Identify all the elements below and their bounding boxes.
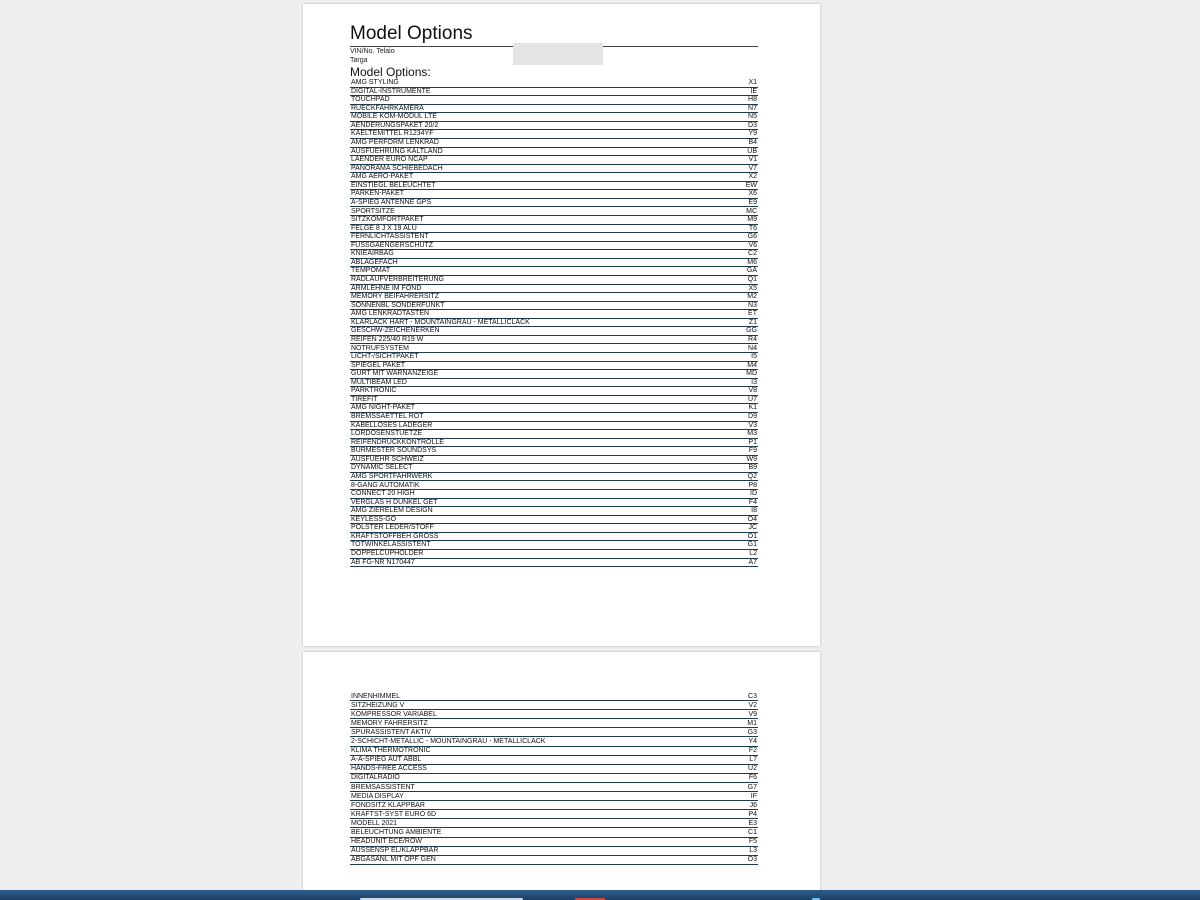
option-code: ET: [748, 310, 757, 318]
option-name: AENDERUNGSPAKET 20/2: [351, 121, 439, 129]
option-name: DOPPELCUPHOLDER: [351, 550, 424, 557]
option-row: [350, 344, 758, 353]
option-code: M4: [747, 361, 757, 369]
option-code: M1: [747, 719, 757, 727]
option-row: [350, 847, 758, 856]
option-row: [350, 404, 758, 413]
option-row: [350, 701, 758, 710]
option-code: F2: [748, 747, 757, 755]
option-name: POLSTER LEDER/STOFF: [351, 524, 434, 532]
option-code: Y9: [748, 130, 757, 138]
option-code: V1: [748, 156, 757, 164]
option-name: MEMORY FAHRERSITZ: [351, 719, 428, 727]
option-row: [350, 856, 758, 865]
option-row: [350, 439, 758, 448]
option-name: GURT MIT WARNANZEIGE: [351, 370, 439, 378]
option-name: CONNECT 20 HIGH: [351, 490, 415, 498]
option-row: [350, 524, 758, 533]
option-row: [350, 490, 758, 499]
option-code: T6: [748, 224, 757, 232]
option-code: C1: [748, 829, 757, 836]
option-name: DIGITALRADIO: [351, 774, 400, 782]
document-page-2: [303, 652, 820, 892]
option-code: Q2: [747, 472, 757, 480]
option-row: [350, 156, 758, 165]
option-code: P8: [748, 481, 757, 489]
option-name: AMG LENKRADTASTEN: [351, 310, 430, 318]
option-name: REIFEN 225/40 R19 W: [351, 335, 424, 343]
option-code: EW: [745, 181, 757, 189]
option-code: L2: [749, 550, 757, 557]
option-row: [350, 353, 758, 362]
option-code: U7: [748, 395, 757, 403]
option-row: [350, 165, 758, 174]
option-name: SPURASSISTENT AKTIV: [351, 728, 432, 736]
option-row: [350, 499, 758, 508]
options-list-page-1: [350, 79, 758, 567]
option-row: [350, 464, 758, 473]
options-list-page-2: [350, 692, 758, 865]
option-row: [350, 838, 758, 847]
option-name: INNENHIMMEL: [351, 692, 401, 700]
option-name: SITZHEIZUNG V: [351, 701, 405, 709]
option-code: E9: [748, 198, 757, 206]
option-name: FELGE 8 J X 19 ALU: [351, 224, 417, 232]
option-code: MC: [746, 207, 757, 215]
option-row: [350, 447, 758, 456]
option-code: V3: [748, 421, 757, 429]
option-row: [350, 430, 758, 439]
option-name: A-SPIEG ANTENNE GPS: [351, 198, 432, 206]
option-name: TIREFIT: [351, 395, 378, 403]
option-name: LAENDER EURO NCAP: [351, 156, 428, 164]
option-name: HANDS-FREE ACCESS: [351, 765, 427, 773]
option-name: FUSSGAENGERSCHUTZ: [351, 241, 434, 249]
option-code: F9: [748, 447, 757, 455]
option-code: J6: [749, 801, 757, 809]
option-row: [350, 327, 758, 336]
option-row: [350, 267, 758, 276]
option-name: AUSSENSP EL/KLAPPBAR: [351, 847, 439, 855]
option-code: F4: [748, 498, 757, 506]
option-code: G3: [747, 728, 757, 736]
option-code: N3: [748, 301, 757, 309]
option-row: [350, 225, 758, 234]
option-name: AMG STYLING: [351, 79, 399, 87]
option-row: [350, 516, 758, 525]
option-code: X1: [748, 79, 757, 87]
option-row: [350, 310, 758, 319]
option-code: U2: [748, 765, 757, 773]
option-code: B4: [748, 139, 757, 146]
option-name: KAELTEMITTEL R1234YF: [351, 130, 434, 138]
option-code: E3: [748, 819, 757, 827]
option-name: MULTIBEAM LED: [351, 378, 407, 386]
option-row: [350, 130, 758, 139]
option-row: [350, 692, 758, 701]
option-row: [350, 259, 758, 268]
option-code: D9: [748, 413, 757, 420]
option-code: GG: [746, 327, 757, 335]
option-row: [350, 559, 758, 568]
option-code: V6: [748, 241, 757, 249]
option-row: [350, 233, 758, 242]
option-name: 2-SCHICHT-METALLIC - MOUNTAINGRAU - METALLICLACK: [351, 738, 546, 746]
option-name: TOTWINKELASSISTENT: [351, 541, 431, 549]
option-name: TOUCHPAD: [351, 96, 390, 104]
option-name: REIFENDRUCKKONTROLLE: [351, 438, 444, 446]
option-name: AMG AERO-PAKET: [351, 173, 414, 181]
option-code: G7: [747, 783, 757, 791]
option-name: FERNLICHTASSISTENT: [351, 233, 429, 241]
option-row: [350, 336, 758, 345]
option-code: R4: [748, 335, 757, 343]
option-code: V7: [748, 164, 757, 172]
option-code: F5: [748, 838, 757, 846]
option-row: [350, 79, 758, 88]
option-code: C2: [748, 250, 757, 258]
option-name: DYNAMIC SELECT: [351, 464, 413, 472]
option-name: BREMSSAETTEL ROT: [351, 413, 424, 420]
document-title: Model Options: [350, 23, 473, 44]
option-row: [350, 173, 758, 182]
option-code: ID: [750, 490, 757, 498]
redacted-vin-value: [513, 43, 603, 65]
option-name: GESCHW-ZEICHENERKEN: [351, 327, 440, 335]
option-name: KABELLOSES LADEGER: [351, 421, 433, 429]
option-code: X6: [748, 190, 757, 198]
option-row: [350, 828, 758, 837]
option-row: [350, 737, 758, 746]
option-code: M9: [747, 216, 757, 224]
option-row: [350, 719, 758, 728]
option-name: LICHT-/SICHTPAKET: [351, 353, 419, 361]
option-name: MEMORY BEIFAHRERSITZ: [351, 293, 440, 301]
option-code: UB: [747, 147, 757, 155]
option-row: [350, 216, 758, 225]
option-code: L3: [749, 847, 757, 855]
option-row: [350, 413, 758, 422]
option-row: [350, 122, 758, 131]
option-code: O1: [747, 532, 757, 540]
option-code: Z1: [748, 318, 757, 326]
option-code: A7: [748, 558, 757, 566]
option-row: [350, 242, 758, 251]
option-code: B9: [748, 464, 757, 472]
option-code: V2: [748, 701, 757, 709]
option-code: M2: [747, 293, 757, 301]
option-name: BELEUCHTUNG AMBIENTE: [351, 829, 442, 836]
option-row: [350, 139, 758, 148]
option-code: N5: [748, 113, 757, 121]
targa-label: Targa: [350, 57, 368, 64]
option-code: I5: [751, 353, 757, 361]
option-row: [350, 710, 758, 719]
option-name: SITZKOMFORTPAKET: [351, 216, 424, 224]
option-row: [350, 783, 758, 792]
option-row: [350, 319, 758, 328]
option-row: [350, 276, 758, 285]
option-name: ABLAGEFACH: [351, 258, 398, 266]
option-name: AB FG-NR N170447: [351, 558, 415, 566]
option-row: [350, 550, 758, 559]
option-name: PARKEN-PAKET: [351, 190, 405, 198]
option-name: HEADUNIT ECE/ROW: [351, 838, 423, 846]
option-row: [350, 792, 758, 801]
document-page-1: [303, 4, 820, 646]
option-name: KOMPRESSOR VARIABEL: [351, 710, 437, 718]
option-row: [350, 801, 758, 810]
option-name: SPORTSITZE: [351, 207, 395, 215]
option-code: G6: [747, 233, 757, 241]
option-row: [350, 819, 758, 828]
option-name: AMG ZIERELEM DESIGN: [351, 507, 433, 515]
option-name: KNIEAIRBAG: [351, 250, 394, 258]
option-row: [350, 148, 758, 157]
option-code: JC: [748, 524, 757, 532]
option-row: [350, 105, 758, 114]
option-name: AUSFUEHR SCHWEIZ: [351, 455, 424, 463]
option-code: Y4: [748, 738, 757, 746]
option-name: SONNENBL SONDERFUNKT: [351, 301, 445, 309]
option-row: [350, 541, 758, 550]
option-name: KLIMA THERMOTRONIC: [351, 747, 431, 755]
option-name: PARKTRONIC: [351, 387, 397, 395]
option-name: SPIEGEL PAKET: [351, 361, 406, 369]
option-row: [350, 481, 758, 490]
option-row: [350, 533, 758, 542]
option-name: KRAFTSTOFFBEH GROSS: [351, 532, 439, 540]
option-code: X5: [748, 284, 757, 292]
option-name: BURMESTER SOUNDSYS: [351, 447, 437, 455]
option-row: [350, 207, 758, 216]
option-row: [350, 250, 758, 259]
option-name: ARMLEHNE IM FOND: [351, 284, 422, 292]
option-code: N7: [748, 104, 757, 112]
option-row: [350, 747, 758, 756]
option-row: [350, 396, 758, 405]
section-title: Model Options:: [350, 65, 431, 79]
option-code: V8: [748, 387, 757, 395]
option-name: MOBILE KOM-MODUL LTE: [351, 113, 437, 121]
option-code: O3: [747, 856, 757, 864]
option-row: [350, 293, 758, 302]
option-row: [350, 422, 758, 431]
option-code: P4: [748, 810, 757, 818]
option-code: M6: [747, 258, 757, 266]
option-row: [350, 387, 758, 396]
vin-label: VIN/No. Telaio: [350, 48, 395, 55]
taskbar: [0, 890, 1200, 900]
option-name: KRAFTST-SYST EURO 6D: [351, 810, 437, 818]
option-code: X2: [748, 173, 757, 181]
option-row: [350, 774, 758, 783]
option-name: DIGITAL-INSTRUMENTE: [351, 87, 431, 95]
option-row: [350, 728, 758, 737]
option-row: [350, 96, 758, 105]
option-code: I3: [751, 378, 757, 386]
option-name: KLARLACK HART - MOUNTAINGRAU - METALLICLACK: [351, 318, 530, 326]
option-row: [350, 182, 758, 191]
option-name: A-A-SPIEG AUT ABBL: [351, 756, 422, 764]
option-code: N4: [748, 344, 757, 352]
option-code: IE: [750, 87, 757, 95]
option-name: RUECKFAHRKAMERA: [351, 104, 424, 112]
option-code: F6: [748, 774, 757, 782]
option-row: [350, 302, 758, 311]
option-name: AMG NIGHT-PAKET: [351, 404, 416, 412]
option-row: [350, 456, 758, 465]
option-name: AMG SPORTFAHRWERK: [351, 472, 433, 480]
option-name: PANORAMA SCHIEBEDACH: [351, 164, 443, 172]
option-name: MODELL 2021: [351, 819, 398, 827]
option-row: [350, 199, 758, 208]
option-row: [350, 370, 758, 379]
option-code: L7: [749, 756, 757, 764]
option-name: RADLAUFVERBREITERUNG: [351, 276, 444, 283]
option-code: P1: [748, 438, 757, 446]
option-row: [350, 756, 758, 765]
option-code: Q1: [747, 276, 757, 283]
option-code: MD: [746, 370, 757, 378]
option-row: [350, 285, 758, 294]
option-name: VERGLAS H DUNKEL GET: [351, 498, 438, 506]
option-row: [350, 473, 758, 482]
option-code: IF: [750, 792, 757, 800]
option-code: M3: [747, 430, 757, 438]
option-row: [350, 113, 758, 122]
option-row: [350, 765, 758, 774]
option-name: 8-GANG AUTOMATIK: [351, 481, 420, 489]
option-row: [350, 190, 758, 199]
option-row: [350, 88, 758, 97]
option-name: AUSFUEHRUNG KALTLAND: [351, 147, 443, 155]
option-row: [350, 379, 758, 388]
option-code: G1: [747, 541, 757, 549]
option-name: NOTRUFSYSTEM: [351, 344, 409, 352]
option-code: C3: [748, 692, 757, 700]
option-code: O4: [747, 515, 757, 523]
option-name: BREMSASSISTENT: [351, 783, 415, 791]
option-code: W9: [746, 455, 757, 463]
option-name: KEYLESS-GO: [351, 515, 397, 523]
option-code: K1: [748, 404, 757, 412]
option-name: AMG PERFORM LENKRAD: [351, 139, 439, 146]
option-code: H8: [748, 96, 757, 104]
option-code: V9: [748, 710, 757, 718]
option-name: FONDSITZ KLAPPBAR: [351, 801, 425, 809]
option-row: [350, 507, 758, 516]
option-name: MEDIA DISPLAY: [351, 792, 404, 800]
option-name: LORDOSENSTUETZE: [351, 430, 423, 438]
option-code: I8: [751, 507, 757, 515]
option-row: [350, 362, 758, 371]
option-name: EINSTIEGL BELEUCHTET: [351, 181, 436, 189]
option-code: GA: [746, 267, 757, 275]
option-row: [350, 810, 758, 819]
option-code: D3: [748, 121, 757, 129]
option-name: ABGASANL MIT OPF GEN: [351, 856, 436, 864]
option-name: TEMPOMAT: [351, 267, 391, 275]
